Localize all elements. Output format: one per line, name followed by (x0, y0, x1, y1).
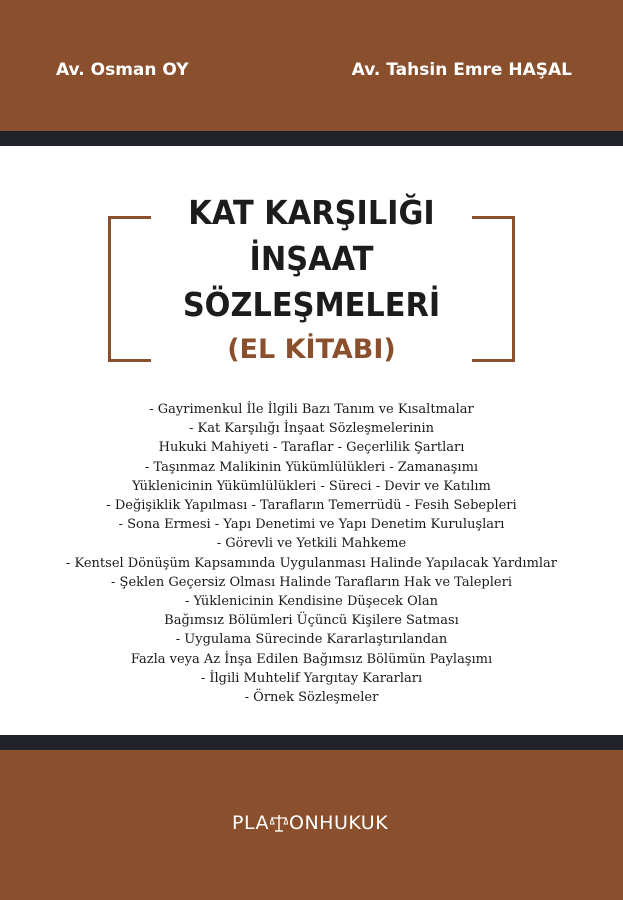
title-line-2: İNŞAAT (249, 239, 374, 278)
contents-item: - Örnek Sözleşmeler (244, 690, 379, 706)
contents-list (0, 400, 623, 707)
contents-item: - İlgili Muhtelif Yargıtay Kararları (200, 670, 423, 686)
contents-item: - Sona Ermesi - Yapı Denetimi ve Yapı Denetim Kuruluşları (118, 517, 505, 533)
publisher-logo (232, 812, 397, 842)
contents-item: Yüklenicinin Yükümlülükleri - Süreci - Devir ve Katılım (132, 478, 491, 494)
top-divider-bar (0, 131, 623, 146)
contents-item: - Taşınmaz Malikinin Yükümlülükleri - Zamanaşımı (144, 459, 479, 475)
contents-item: - Şeklen Geçersiz Olması Halinde Tarafların Hak ve Talepleri (111, 574, 512, 590)
scales-of-justice-icon (270, 813, 288, 833)
publisher-name-part1: PLA (232, 812, 269, 834)
contents-item: - Yüklenicinin Kendisine Düşecek Olan (184, 594, 439, 610)
publisher-name-part2: ONHUKUK (288, 812, 389, 834)
contents-item: - Gayrimenkul İle İlgili Bazı Tanım ve Kısaltmalar (149, 402, 474, 417)
book-subtitle: (EL KİTABI) (227, 334, 396, 365)
bottom-divider-bar (0, 735, 623, 750)
contents-item: - Görevli ve Yetkili Mahkeme (216, 536, 407, 552)
contents-item: Fazla veya Az İnşa Edilen Bağımsız Bölümün Paylaşımı (130, 651, 493, 667)
book-title (0, 190, 623, 368)
author-left: Av. Osman OY (56, 60, 189, 80)
contents-item: - Uygulama Sürecinde Kararlaştırılandan (175, 632, 448, 648)
title-line-3: SÖZLEŞMELERİ (182, 285, 441, 324)
contents-item: - Değişiklik Yapılması - Tarafların Temerrüdü - Fesih Sebepleri (106, 498, 517, 514)
title-line-1: KAT KARŞILIĞI (188, 193, 435, 232)
contents-item: - Kat Karşılığı İnşaat Sözleşmelerinin (188, 421, 435, 437)
contents-item: Bağımsız Bölümleri Üçüncü Kişilere Satması (164, 613, 459, 629)
contents-item: Hukuki Mahiyeti - Taraflar - Geçerlilik Şartları (158, 440, 465, 456)
author-right: Av. Tahsin Emre HAŞAL (351, 60, 572, 80)
contents-item: - Kentsel Dönüşüm Kapsamında Uygulanması Halinde Yapılacak Yardımlar (65, 555, 558, 571)
